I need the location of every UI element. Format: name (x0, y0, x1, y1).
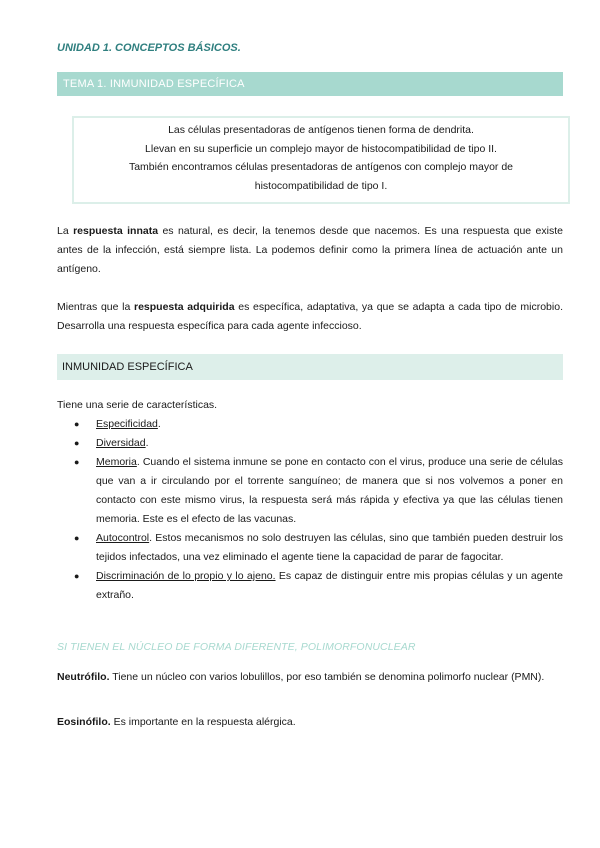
eosinophil-text: Es importante en la respuesta alérgica. (110, 716, 296, 728)
neutrophil-text: Tiene un núcleo con varios lobulillos, por eso también se denomina polimorfo nuclear (PMN). (109, 671, 545, 683)
list-item-term: Especificidad (96, 418, 158, 430)
bullet-icon: ● (74, 438, 80, 448)
list-item-term: Discriminación de lo propio y lo ajeno. (96, 570, 276, 582)
note-line: histocompatibilidad de tipo I. (254, 179, 388, 192)
bullet-icon: ● (74, 533, 80, 543)
innate-prefix: La (57, 225, 74, 237)
list-item (57, 434, 563, 453)
list-item-text: . (145, 437, 149, 449)
bullet-icon: ● (74, 571, 80, 581)
list-item (57, 453, 563, 529)
list-item-term: Memoria (96, 456, 137, 468)
list-item-term: Diversidad (96, 437, 146, 449)
list-item-text: . Cuando el sistema inmune se pone en contacto con el virus, produce una serie de células que van a ir circulando por el torrente sanguíneo; de manera que si nos volvemos a poner en contacto con este mismo virus, la respuesta será más rápida y efectiva ya que las células tienen memoria. Este es el efecto de las vacunas. (96, 456, 563, 525)
bullet-icon: ● (74, 419, 80, 429)
list-item-text: . (157, 418, 161, 430)
eosinophil-paragraph (57, 713, 563, 732)
list-item (57, 567, 563, 605)
note-line: Las células presentadoras de antígenos tienen forma de dendrita. (168, 124, 474, 136)
innate-term: respuesta innata (73, 225, 159, 237)
subsection-subtitle: SI TIENEN EL NÚCLEO DE FORMA DIFERENTE, POLIMORFONUCLEAR (57, 641, 416, 653)
note-line: Llevan en su superficie un complejo mayor de histocompatibilidad de tipo II. (145, 142, 497, 155)
topic-heading-bar: TEMA 1. INMUNIDAD ESPECÍFICA (57, 72, 563, 96)
section-heading-bar: INMUNIDAD ESPECÍFICA (57, 354, 563, 380)
list-item-term: Autocontrol (96, 532, 150, 544)
adaptive-response-paragraph (57, 298, 563, 336)
list-intro: Tiene una serie de características. (57, 399, 218, 411)
note-line: También encontramos células presentadoras de antígenos con complejo mayor de (128, 161, 514, 173)
note-box (72, 116, 570, 204)
neutrophil-paragraph (57, 668, 563, 687)
list-item-text: . Estos mecanismos no solo destruyen las células, sino que también pueden destruir los tejidos infectados, una vez eliminado el agente tiene la capacidad de parar de fagocitar. (96, 532, 563, 563)
adaptive-text: es específica, adaptativa, ya que se adapta a cada tipo de microbio. Desarrolla una respuesta específica para cada agente infeccioso. (57, 301, 563, 332)
eosinophil-term: Eosinófilo. (57, 716, 111, 728)
bullet-icon: ● (74, 457, 80, 467)
neutrophil-term: Neutrófilo. (57, 671, 110, 683)
list-item (57, 415, 563, 434)
list-item-text: Es capaz de distinguir entre mis propias células y un agente extraño. (96, 570, 563, 601)
adaptive-term: respuesta adquirida (134, 301, 235, 313)
innate-text: es natural, es decir, la tenemos desde que nacemos. Es una respuesta que existe antes de la infección, está siempre lista. La podemos definir como la primera línea de actuación ante un antígeno. (57, 225, 563, 275)
adaptive-prefix: Mientras que la (57, 301, 134, 313)
unit-title: UNIDAD 1. CONCEPTOS BÁSICOS. (57, 42, 241, 54)
innate-response-paragraph (57, 222, 563, 279)
characteristics-list (57, 396, 563, 605)
list-item (57, 529, 563, 567)
